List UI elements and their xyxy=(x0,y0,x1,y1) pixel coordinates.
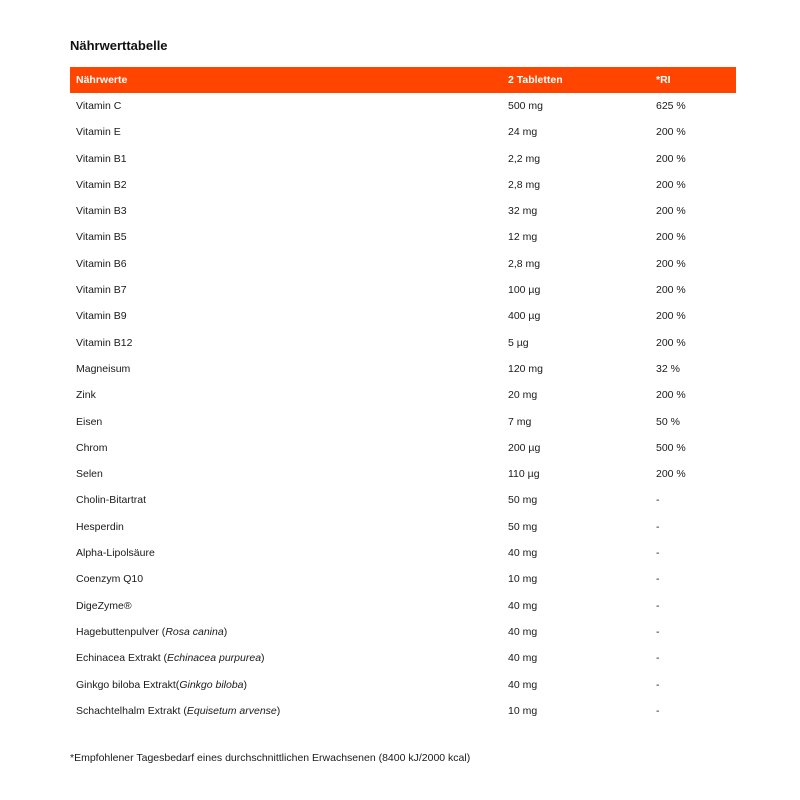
nutrient-name: Zink xyxy=(76,389,96,402)
nutrient-name: Chrom xyxy=(76,441,108,454)
table-row xyxy=(70,303,736,329)
nutrient-ri: 200 % xyxy=(656,389,686,402)
nutrient-ri: 50 % xyxy=(656,415,680,428)
nutrient-name: Alpha-Lipolsäure xyxy=(76,547,155,560)
nutrient-ri: 32 % xyxy=(656,362,680,375)
nutrient-amount: 400 µg xyxy=(508,310,541,323)
table-row xyxy=(70,409,736,435)
nutrient-name: Vitamin B9 xyxy=(76,310,127,323)
nutrient-ri: - xyxy=(656,573,660,586)
nutrient-ri: - xyxy=(656,520,660,533)
nutrient-name: Vitamin B3 xyxy=(76,205,127,218)
nutrient-amount: 40 mg xyxy=(508,652,538,665)
latin-name: Equisetum arvense xyxy=(186,704,277,717)
nutrient-amount: 40 mg xyxy=(508,625,538,638)
table-row xyxy=(70,461,736,487)
nutrient-ri: 200 % xyxy=(656,231,686,244)
table-row xyxy=(70,566,736,592)
nutrient-ri: 200 % xyxy=(656,310,686,323)
header-nutrient: Nährwerte xyxy=(76,74,128,86)
nutrient-name: Vitamin C xyxy=(76,100,122,112)
nutrient-name: Cholin-Bitartrat xyxy=(76,494,147,507)
nutrient-amount: 40 mg xyxy=(508,547,538,560)
nutrient-ri: - xyxy=(656,547,660,560)
table-row xyxy=(70,93,736,119)
header-amount: 2 Tabletten xyxy=(508,74,563,86)
nutrient-amount: 2,8 mg xyxy=(508,257,541,270)
nutrient-ri: - xyxy=(656,704,660,717)
nutrient-name: Eisen xyxy=(76,415,103,428)
latin-name: Rosa canina xyxy=(165,625,224,638)
table-row xyxy=(70,487,736,513)
nutrient-amount: 20 mg xyxy=(508,389,538,402)
table-row xyxy=(70,540,736,566)
table-row xyxy=(70,698,736,724)
nutrient-amount: 500 mg xyxy=(508,100,544,112)
nutrient-name: Vitamin B5 xyxy=(76,231,127,244)
table-row xyxy=(70,382,736,408)
nutrient-amount: 50 mg xyxy=(508,520,538,533)
table-row xyxy=(70,172,736,198)
table-row xyxy=(70,514,736,540)
nutrient-name: Vitamin B6 xyxy=(76,257,127,270)
nutrient-name: Coenzym Q10 xyxy=(76,573,144,586)
nutrient-name: Vitamin B7 xyxy=(76,284,127,297)
nutrient-name: DigeZyme® xyxy=(76,599,132,612)
nutrient-ri: - xyxy=(656,625,660,638)
nutrient-ri: 200 % xyxy=(656,257,686,270)
table-row xyxy=(70,198,736,224)
nutrient-amount: 40 mg xyxy=(508,599,538,612)
nutrient-amount: 2,8 mg xyxy=(508,178,541,191)
table-row xyxy=(70,251,736,277)
nutrient-ri: - xyxy=(656,652,660,665)
nutrient-amount: 32 mg xyxy=(508,205,538,218)
nutrient-name: Vitamin B1 xyxy=(76,152,127,165)
nutrient-ri: - xyxy=(656,678,660,691)
nutrient-amount: 10 mg xyxy=(508,704,538,717)
nutrient-amount: 5 µg xyxy=(508,336,529,349)
nutrient-ri: 200 % xyxy=(656,336,686,349)
latin-name: Ginkgo biloba xyxy=(179,678,244,691)
nutrient-amount: 120 mg xyxy=(508,362,544,375)
nutrient-name: Echinacea Extrakt (Echinacea purpurea) xyxy=(76,652,265,665)
nutrient-ri: - xyxy=(656,599,660,612)
nutrient-amount: 100 µg xyxy=(508,284,541,297)
nutrient-amount: 7 mg xyxy=(508,415,532,428)
nutrient-name: Magneisum xyxy=(76,362,131,375)
page-title: Nährwerttabelle xyxy=(70,38,168,53)
nutrient-amount: 24 mg xyxy=(508,126,538,139)
table-row xyxy=(70,619,736,645)
nutrient-ri: 200 % xyxy=(656,284,686,297)
nutrient-amount: 2,2 mg xyxy=(508,152,541,165)
footnote: *Empfohlener Tagesbedarf eines durchschnittlichen Erwachsenen (8400 kJ/2000 kcal) xyxy=(70,752,471,764)
nutrient-ri: 200 % xyxy=(656,205,686,218)
nutrient-ri: 200 % xyxy=(656,126,686,139)
nutrient-ri: - xyxy=(656,494,660,507)
nutrient-name: Selen xyxy=(76,468,103,481)
nutrient-amount: 10 mg xyxy=(508,573,538,586)
table-row xyxy=(70,119,736,145)
nutrient-amount: 12 mg xyxy=(508,231,538,244)
nutrient-name: Schachtelhalm Extrakt (Equisetum arvense) xyxy=(76,704,281,717)
nutrient-name: Hagebuttenpulver (Rosa canina) xyxy=(76,625,228,638)
nutrient-name: Hesperdin xyxy=(76,520,124,533)
nutrient-name: Ginkgo biloba Extrakt(Ginkgo biloba) xyxy=(76,678,248,691)
header-ri: *RI xyxy=(656,74,671,86)
table-row xyxy=(70,645,736,671)
table-row xyxy=(70,224,736,250)
nutrient-ri: 625 % xyxy=(656,100,686,112)
nutrient-amount: 200 µg xyxy=(508,441,541,454)
table-row xyxy=(70,672,736,698)
nutrient-ri: 200 % xyxy=(656,152,686,165)
nutrient-amount: 40 mg xyxy=(508,678,538,691)
nutrient-amount: 110 µg xyxy=(508,468,540,481)
table-row xyxy=(70,277,736,303)
table-body xyxy=(70,93,736,724)
nutrition-table xyxy=(70,67,736,724)
table-row xyxy=(70,435,736,461)
nutrient-name: Vitamin B2 xyxy=(76,178,127,191)
nutrient-name: Vitamin E xyxy=(76,126,121,139)
table-row xyxy=(70,330,736,356)
nutrient-ri: 200 % xyxy=(656,178,686,191)
table-row xyxy=(70,356,736,382)
nutrient-amount: 50 mg xyxy=(508,494,538,507)
table-header-row xyxy=(70,67,736,93)
nutrient-ri: 500 % xyxy=(656,441,686,454)
table-row xyxy=(70,593,736,619)
nutrient-name: Vitamin B12 xyxy=(76,336,133,349)
latin-name: Echinacea purpurea xyxy=(167,652,262,665)
nutrient-ri: 200 % xyxy=(656,468,686,481)
table-row xyxy=(70,146,736,172)
